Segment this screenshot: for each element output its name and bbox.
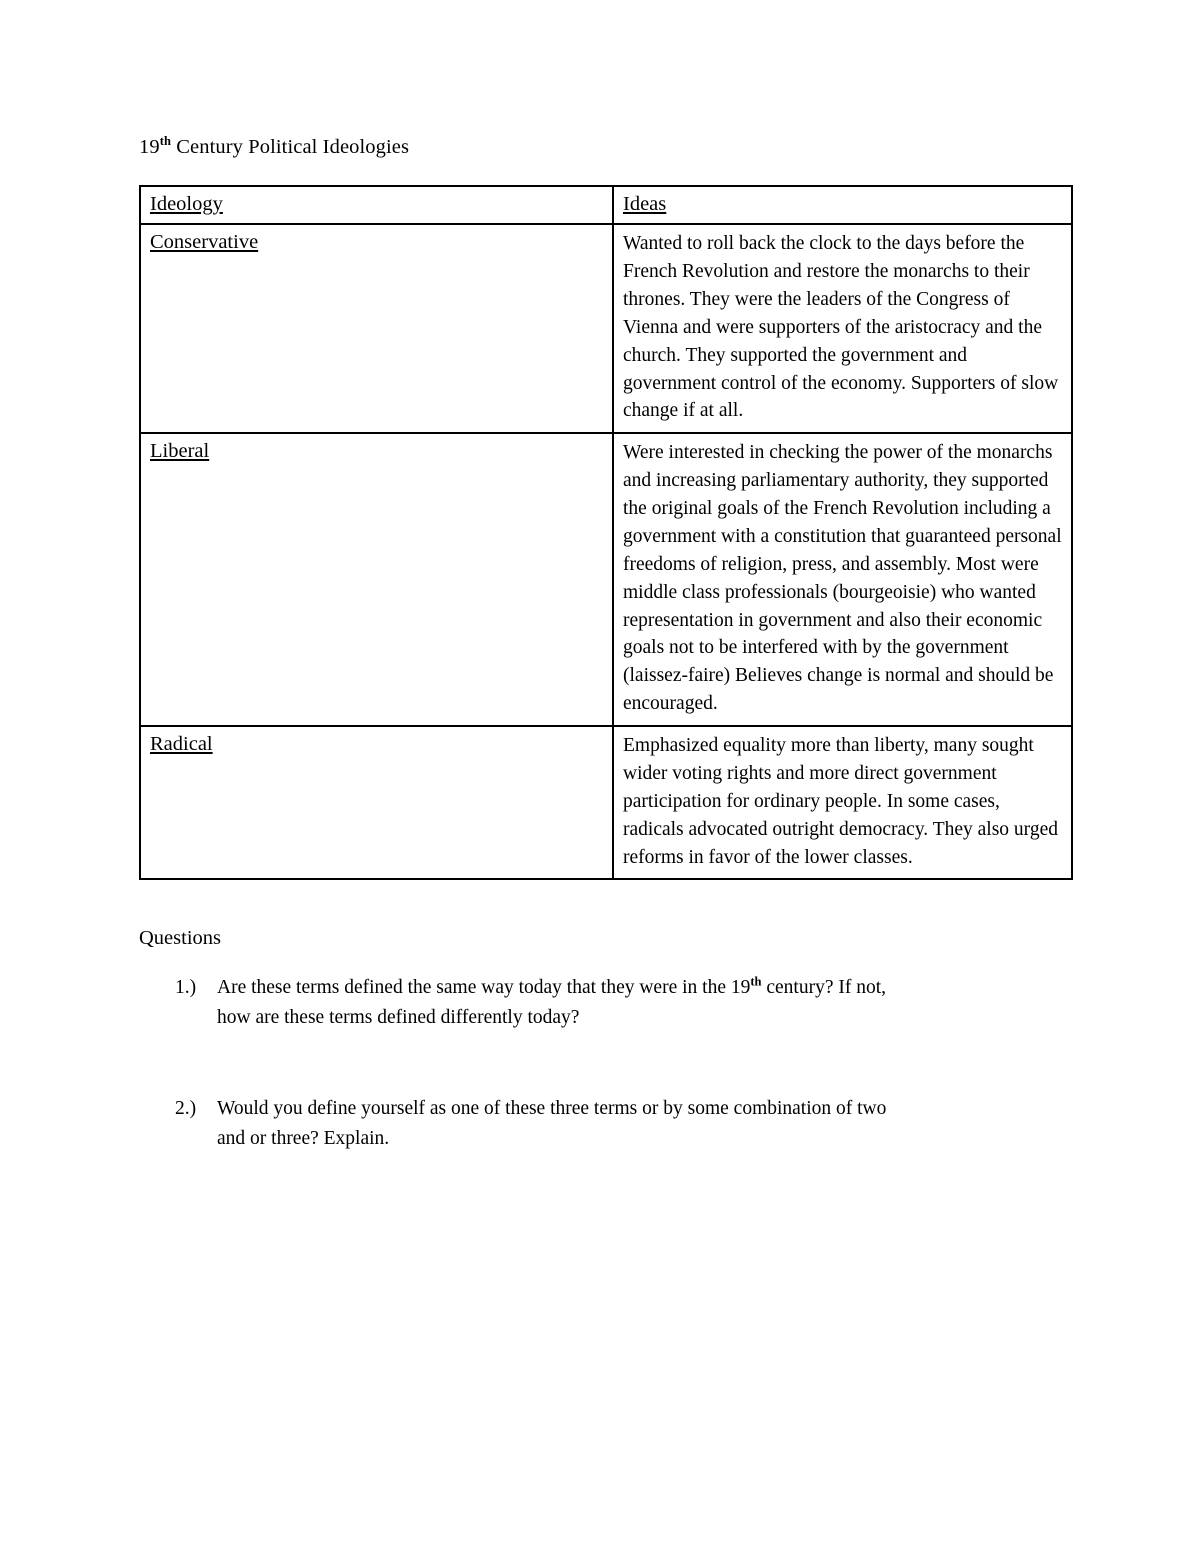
ideologies-table <box>139 185 1073 881</box>
list-item <box>139 1094 1071 1153</box>
questions-heading: Questions <box>139 927 221 950</box>
question-text-line2: how are these terms defined differently today? <box>217 1006 580 1028</box>
question-number: 2.) <box>175 1098 197 1120</box>
table-header-ideas <box>613 186 1072 225</box>
ideas-text: Were interested in checking the power of the monarchs and increasing parliamentary authority, they supported the original goals of the French Revolution including a government with a constitution that guaranteed personal freedoms of religion, press, and assembly. Most were middle class professionals (bourgeoisie) who wanted representation in government and also their economic goals not to be interfered with by the government (laissez-faire) Believes change is normal and should be encouraged. <box>623 442 1062 715</box>
question-ordinal-suffix: th <box>750 974 762 989</box>
page-title-ordinal-suffix: th <box>159 134 172 149</box>
table-cell-ideas-liberal <box>613 433 1072 726</box>
table-row <box>140 726 1072 879</box>
list-item <box>139 973 1071 1032</box>
ideology-label: Radical <box>150 733 213 756</box>
question-text: Would you define yourself as one of these three terms or by some combination of two <box>217 1098 887 1120</box>
document-body <box>139 135 1071 1216</box>
ideology-label: Conservative <box>150 231 259 254</box>
questions-list <box>139 973 1071 1154</box>
question-text-continued: century? If not, <box>761 977 887 999</box>
page-title-rest: Century Political Ideologies <box>171 136 410 158</box>
ideas-text: Emphasized equality more than liberty, many sought wider voting rights and more direct government participation for ordinary people. In some cases, radicals advocated outright democracy. They also urged reforms in favor of the lower classes. <box>623 735 1058 868</box>
table-header-ideology-label: Ideology <box>150 192 223 215</box>
ideas-text: Wanted to roll back the clock to the days before the French Revolution and restore the monarchs to their thrones. They were the leaders of the Congress of Vienna and were supporters of the aristocracy and the church. They supported the government and government control of the economy. Supporters of slow change if at all. <box>623 233 1059 422</box>
table-cell-ideology-liberal <box>140 433 613 726</box>
ideology-label: Liberal <box>150 440 210 463</box>
table-row <box>140 224 1072 433</box>
page-title <box>139 135 1071 161</box>
table-cell-ideas-radical <box>613 726 1072 879</box>
table-header-ideology <box>140 186 613 225</box>
question-text: Are these terms defined the same way today that they were in the 19 <box>217 977 751 999</box>
table-cell-ideas-conservative <box>613 224 1072 433</box>
question-text-line2: and or three? Explain. <box>217 1127 390 1149</box>
table-cell-ideology-conservative <box>140 224 613 433</box>
table-row <box>140 433 1072 726</box>
question-number: 1.) <box>175 977 197 999</box>
page-title-prefix: 19 <box>139 136 160 158</box>
table-cell-ideology-radical <box>140 726 613 879</box>
table-header-ideas-label: Ideas <box>623 192 667 215</box>
table-header-row <box>140 186 1072 225</box>
